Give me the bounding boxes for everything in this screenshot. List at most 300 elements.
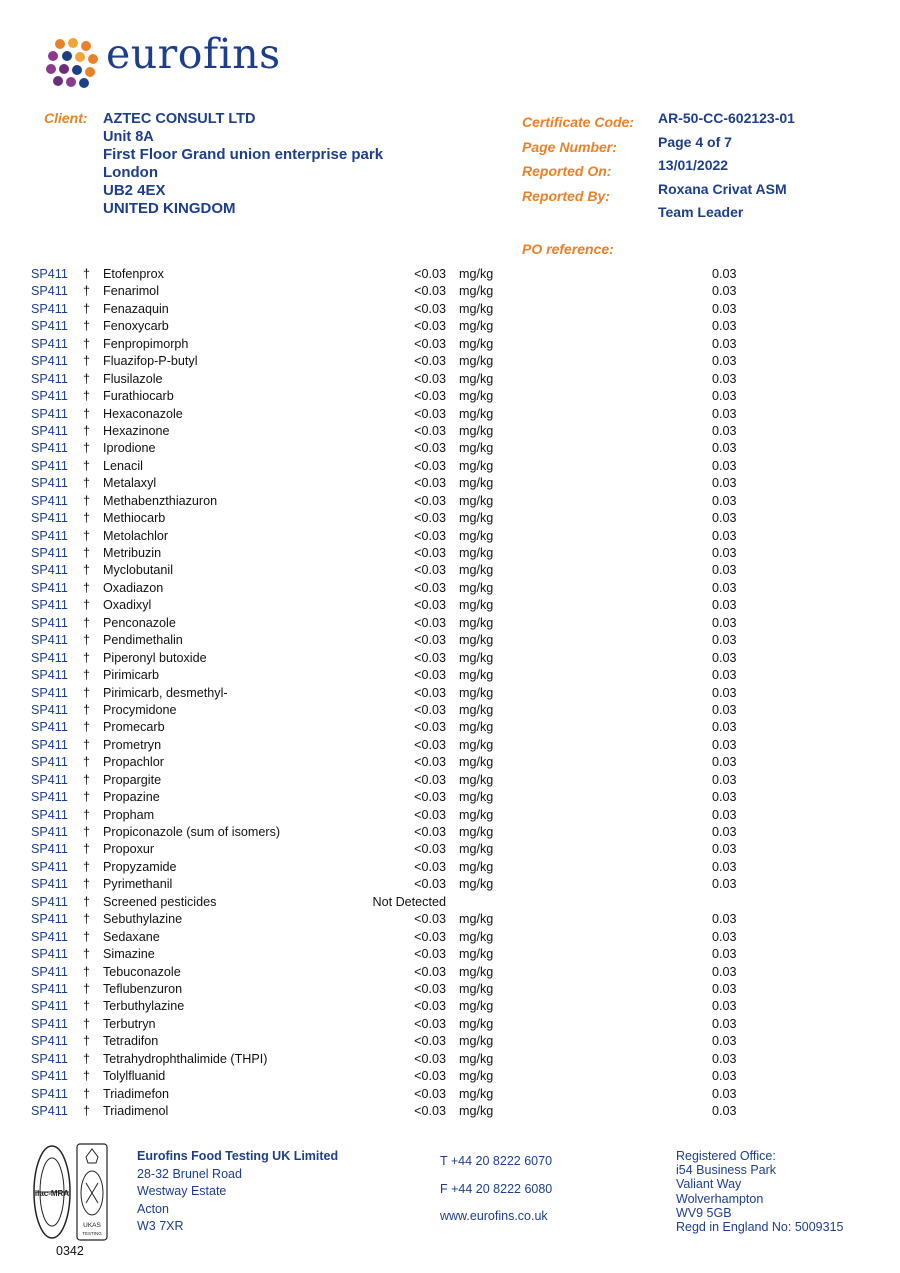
method-code: SP411 [31,441,68,456]
accreditation-mark: † [83,598,91,613]
accreditation-mark: † [83,720,91,735]
reporting-limit: 0.03 [712,737,737,752]
result-unit: mg/kg [459,668,494,683]
table-row [0,650,900,667]
analyte-name: Metolachlor [103,528,169,543]
analyte-name: Hexazinone [103,423,170,438]
table-row [0,353,900,370]
accreditation-mark: † [83,336,91,351]
result-unit: mg/kg [459,1016,494,1031]
method-code: SP411 [31,598,68,613]
result-unit: mg/kg [459,1104,494,1118]
table-row [0,388,900,405]
result-unit: mg/kg [459,267,494,281]
method-code: SP411 [31,859,68,874]
result-value: <0.03 [414,947,446,962]
result-value: <0.03 [414,1069,446,1084]
reporting-limit: 0.03 [712,772,737,787]
result-value: <0.03 [414,790,446,805]
client-address-line: UNITED KINGDOM [103,200,236,217]
result-value: <0.03 [414,301,446,316]
result-value: <0.03 [414,1034,446,1049]
method-code: SP411 [31,389,68,404]
result-value: <0.03 [414,476,446,491]
client-address-line: First Floor Grand union enterprise park [103,146,384,163]
accreditation-mark: † [83,702,91,717]
method-code: SP411 [31,371,68,386]
certificate-labels [522,110,634,208]
analyte-name: Pirimicarb [103,668,159,683]
accreditation-mark: † [83,354,91,369]
reporting-limit: 0.03 [712,493,737,508]
analyte-name: Oxadiazon [103,580,164,595]
table-row [0,685,900,702]
result-value: <0.03 [414,1086,446,1101]
table-row [0,371,900,388]
method-code: SP411 [31,1069,68,1084]
reported-by-label: Reported By: [522,187,610,204]
method-code: SP411 [31,825,68,839]
accreditation-mark: † [83,1034,91,1049]
certificate-code: AR-50-CC-602123-01 [658,110,795,126]
result-value: <0.03 [414,284,446,299]
analyte-name: Sedaxane [103,929,160,944]
reporting-limit: 0.03 [712,354,737,369]
result-unit: mg/kg [459,336,494,351]
reporting-limit: 0.03 [712,476,737,491]
table-row [0,562,900,579]
reporting-limit: 0.03 [712,1016,737,1031]
reported-on: 13/01/2022 [658,157,729,173]
table-row [0,493,900,510]
result-value: <0.03 [414,929,446,944]
result-unit: mg/kg [459,877,494,892]
client-address-line: UB2 4EX [103,182,166,199]
accreditation-mark: † [83,615,91,630]
result-unit: mg/kg [459,650,494,665]
accreditation-mark: † [83,1016,91,1031]
reporting-limit: 0.03 [712,546,737,560]
result-unit: mg/kg [459,964,494,979]
result-value: <0.03 [414,720,446,735]
result-value: <0.03 [414,580,446,595]
table-row [0,458,900,475]
analyte-name: Tebuconazole [103,964,181,979]
method-code: SP411 [31,772,68,787]
reporting-limit: 0.03 [712,912,737,927]
reporting-limit: 0.03 [712,301,737,316]
accreditation-mark: † [83,929,91,944]
reporting-limit: 0.03 [712,825,737,839]
reporting-limit: 0.03 [712,981,737,996]
result-unit: mg/kg [459,981,494,996]
result-value: <0.03 [414,755,446,770]
result-value: <0.03 [414,441,446,456]
accreditation-mark: † [83,807,91,822]
method-code: SP411 [31,563,68,578]
accreditation-mark: † [83,825,91,839]
contact-info [440,1148,552,1231]
accreditation-mark: † [83,685,91,700]
table-row [0,1016,900,1033]
reporting-limit: 0.03 [712,336,737,351]
result-unit: mg/kg [459,702,494,717]
reporting-limit: 0.03 [712,1104,737,1118]
result-unit: mg/kg [459,301,494,316]
method-code: SP411 [31,267,68,281]
method-code: SP411 [31,284,68,299]
analyte-name: Triadimenol [103,1104,169,1118]
analyte-name: Myclobutanil [103,563,173,578]
table-row [0,283,900,300]
reporting-limit: 0.03 [712,964,737,979]
accreditation-mark: † [83,406,91,421]
reporting-limit: 0.03 [712,580,737,595]
accreditation-mark: † [83,301,91,316]
result-value: <0.03 [414,406,446,421]
table-row [0,545,900,562]
method-code: SP411 [31,877,68,892]
result-value: <0.03 [414,546,446,560]
method-code: SP411 [31,476,68,491]
reporting-limit: 0.03 [712,685,737,700]
accreditation-mark: † [83,999,91,1014]
result-unit: mg/kg [459,859,494,874]
analyte-name: Piperonyl butoxide [103,650,207,665]
client-name: AZTEC CONSULT LTD [103,111,256,127]
method-code: SP411 [31,1104,68,1118]
method-code: SP411 [31,1086,68,1101]
reporting-limit: 0.03 [712,615,737,630]
result-value: <0.03 [414,650,446,665]
reporting-limit: 0.03 [712,563,737,578]
result-unit: mg/kg [459,546,494,560]
method-code: SP411 [31,668,68,683]
result-unit: mg/kg [459,371,494,386]
accreditation-mark: † [83,319,91,334]
reporting-limit: 0.03 [712,441,737,456]
accreditation-mark: † [83,668,91,683]
table-row [0,1103,900,1120]
accreditation-mark: † [83,1051,91,1066]
accreditation-mark: † [83,580,91,595]
analyte-name: Pyrimethanil [103,877,173,892]
table-row [0,615,900,632]
result-unit: mg/kg [459,737,494,752]
table-row [0,510,900,527]
reporting-limit: 0.03 [712,877,737,892]
accreditation-mark: † [83,371,91,386]
method-code: SP411 [31,894,68,909]
result-value: <0.03 [414,458,446,473]
reporting-limit: 0.03 [712,790,737,805]
table-row [0,301,900,318]
analyte-name: Pendimethalin [103,633,183,648]
accreditation-mark: † [83,633,91,648]
logo-wordmark: eurofins [106,30,281,78]
accreditation-mark: † [83,947,91,962]
ilac-mra-seal-icon [32,1143,72,1241]
table-row [0,632,900,649]
analyte-name: Prometryn [103,737,162,752]
result-unit: mg/kg [459,511,494,526]
method-code: SP411 [31,1016,68,1031]
result-unit: mg/kg [459,842,494,857]
result-unit: mg/kg [459,476,494,491]
analyte-name: Fenarimol [103,284,159,299]
analyte-name: Metalaxyl [103,476,157,491]
table-row [0,876,900,893]
result-unit: mg/kg [459,929,494,944]
accreditation-mark: † [83,981,91,996]
svg-text:UKAS: UKAS [83,1222,101,1229]
eurofins-dots-icon [46,38,102,88]
analyte-name: Terbuthylazine [103,999,185,1014]
reporting-limit: 0.03 [712,929,737,944]
company-address [137,1148,338,1236]
result-value: <0.03 [414,319,446,334]
method-code: SP411 [31,755,68,770]
reporting-limit: 0.03 [712,389,737,404]
result-value: <0.03 [414,964,446,979]
accreditation-number: 0342 [56,1244,84,1258]
result-unit: mg/kg [459,1086,494,1101]
method-code: SP411 [31,702,68,717]
analyte-name: Penconazole [103,615,176,630]
results-table [0,266,900,1120]
result-value: <0.03 [414,912,446,927]
result-unit: mg/kg [459,528,494,543]
result-value: <0.03 [414,737,446,752]
table-row [0,406,900,423]
method-code: SP411 [31,458,68,473]
table-row [0,719,900,736]
accreditation-mark: † [83,511,91,526]
accreditation-mark: † [83,423,91,438]
reporting-limit: 0.03 [712,458,737,473]
table-row [0,1033,900,1050]
po-reference-label: PO reference: [522,241,614,257]
reporting-limit: 0.03 [712,598,737,613]
method-code: SP411 [31,685,68,700]
company-address-line: Westway Estate [137,1184,227,1199]
accreditation-mark: † [83,528,91,543]
method-code: SP411 [31,319,68,334]
analyte-name: Propazine [103,790,160,805]
company-address-line: W3 7XR [137,1219,184,1234]
result-unit: mg/kg [459,598,494,613]
analyte-name: Fluazifop-P-butyl [103,354,198,369]
method-code: SP411 [31,981,68,996]
analyte-name: Fenoxycarb [103,319,169,334]
analyte-name: Iprodione [103,441,156,456]
certificate-values [658,107,795,225]
analyte-name: Sebuthylazine [103,912,183,927]
accreditation-mark: † [83,755,91,770]
analyte-name: Propoxur [103,842,155,857]
result-value: <0.03 [414,511,446,526]
result-unit: mg/kg [459,423,494,438]
accreditation-mark: † [83,842,91,857]
analyte-name: Metribuzin [103,546,162,560]
analyte-name: Tolylfluanid [103,1069,166,1084]
result-unit: mg/kg [459,319,494,334]
analyte-name: Propiconazole (sum of isomers) [103,825,281,839]
reported-on-label: Reported On: [522,163,612,179]
table-row [0,597,900,614]
reporting-limit: 0.03 [712,406,737,421]
result-value: <0.03 [414,389,446,404]
accreditation-mark: † [83,441,91,456]
method-code: SP411 [31,493,68,508]
result-unit: mg/kg [459,999,494,1014]
analyte-name: Oxadixyl [103,598,152,613]
registered-line: i54 Business Park [676,1163,777,1178]
accreditation-mark: † [83,284,91,299]
method-code: SP411 [31,842,68,857]
result-unit: mg/kg [459,615,494,630]
result-value: <0.03 [414,685,446,700]
table-row [0,998,900,1015]
table-row [0,824,900,841]
table-row [0,1068,900,1085]
reporting-limit: 0.03 [712,371,737,386]
registered-line: WV9 5GB [676,1205,732,1220]
reporting-limit: 0.03 [712,1051,737,1066]
analyte-name: Methabenzthiazuron [103,493,218,508]
reporting-limit: 0.03 [712,947,737,962]
result-unit: mg/kg [459,284,494,299]
accreditation-mark: † [83,493,91,508]
accreditation-mark: † [83,877,91,892]
method-code: SP411 [31,737,68,752]
table-row [0,580,900,597]
reported-by-role: Team Leader [658,204,744,220]
method-code: SP411 [31,720,68,735]
table-row [0,266,900,283]
table-row [0,894,900,911]
table-row [0,528,900,545]
accreditation-mark: † [83,650,91,665]
seal-left-text: ilac-MRA [34,1189,70,1198]
analyte-name: Propham [103,807,155,822]
analyte-name: Tetradifon [103,1034,159,1049]
result-value: <0.03 [414,423,446,438]
table-row [0,841,900,858]
page-number-label: Page Number: [522,138,617,155]
reporting-limit: 0.03 [712,319,737,334]
analyte-name: Propyzamide [103,859,177,874]
table-row [0,667,900,684]
result-value: <0.03 [414,859,446,874]
result-unit: mg/kg [459,633,494,648]
accreditation-mark: † [83,476,91,491]
accreditation-mark: † [83,389,91,404]
analyte-name: Flusilazole [103,371,163,386]
result-unit: mg/kg [459,755,494,770]
result-value: <0.03 [414,336,446,351]
result-value: <0.03 [414,528,446,543]
result-unit: mg/kg [459,912,494,927]
table-row [0,336,900,353]
result-unit: mg/kg [459,807,494,822]
company-address-line: 28-32 Brunel Road [137,1166,242,1181]
reporting-limit: 0.03 [712,755,737,770]
result-unit: mg/kg [459,720,494,735]
analyte-name: Teflubenzuron [103,981,183,996]
client-address-line: London [103,164,158,181]
result-value: <0.03 [414,598,446,613]
table-row [0,807,900,824]
website-link[interactable]: www.eurofins.co.uk [440,1209,548,1223]
accreditation-mark: † [83,964,91,979]
registered-line: Registered Office: [676,1149,776,1163]
client-address-line: Unit 8A [103,129,154,145]
result-unit: mg/kg [459,685,494,700]
result-value: <0.03 [414,1104,446,1118]
result-unit: mg/kg [459,790,494,805]
ukas-seal-icon [76,1143,108,1241]
accreditation-mark: † [83,790,91,805]
result-value: <0.03 [414,877,446,892]
analyte-name: Etofenprox [103,267,164,281]
table-row [0,981,900,998]
table-row [0,964,900,981]
accreditation-mark: † [83,772,91,787]
reporting-limit: 0.03 [712,702,737,717]
analyte-name: Fenpropimorph [103,336,189,351]
result-unit: mg/kg [459,441,494,456]
result-value: <0.03 [414,1051,446,1066]
client-address [103,110,383,218]
analyte-name: Promecarb [103,720,165,735]
method-code: SP411 [31,1051,68,1066]
result-value: <0.03 [414,1016,446,1031]
method-code: SP411 [31,947,68,962]
certificate-code-label: Certificate Code: [522,114,635,130]
analyte-name: Pirimicarb, desmethyl- [103,685,228,700]
method-code: SP411 [31,999,68,1014]
phone-number: T +44 20 8222 6070 [440,1154,553,1168]
result-unit: mg/kg [459,825,494,839]
result-value: <0.03 [414,807,446,822]
accreditation-mark: † [83,737,91,752]
accreditation-mark: † [83,546,91,560]
page-number: Page 4 of 7 [658,133,732,150]
result-unit: mg/kg [459,1051,494,1066]
method-code: SP411 [31,511,68,526]
method-code: SP411 [31,633,68,648]
method-code: SP411 [31,650,68,665]
reported-by: Roxana Crivat ASM [658,180,787,197]
table-row [0,702,900,719]
result-unit: mg/kg [459,1034,494,1049]
reporting-limit: 0.03 [712,720,737,735]
table-row [0,754,900,771]
reporting-limit: 0.03 [712,650,737,665]
analyte-name: Lenacil [103,458,143,473]
result-value: <0.03 [414,668,446,683]
reporting-limit: 0.03 [712,807,737,822]
result-value: <0.03 [414,354,446,369]
reporting-limit: 0.03 [712,284,737,299]
accreditation-mark: † [83,1069,91,1084]
analyte-name: Triadimefon [103,1086,170,1101]
result-unit: mg/kg [459,947,494,962]
registered-line: Wolverhampton [676,1191,764,1206]
reporting-limit: 0.03 [712,1034,737,1049]
result-value: <0.03 [414,633,446,648]
